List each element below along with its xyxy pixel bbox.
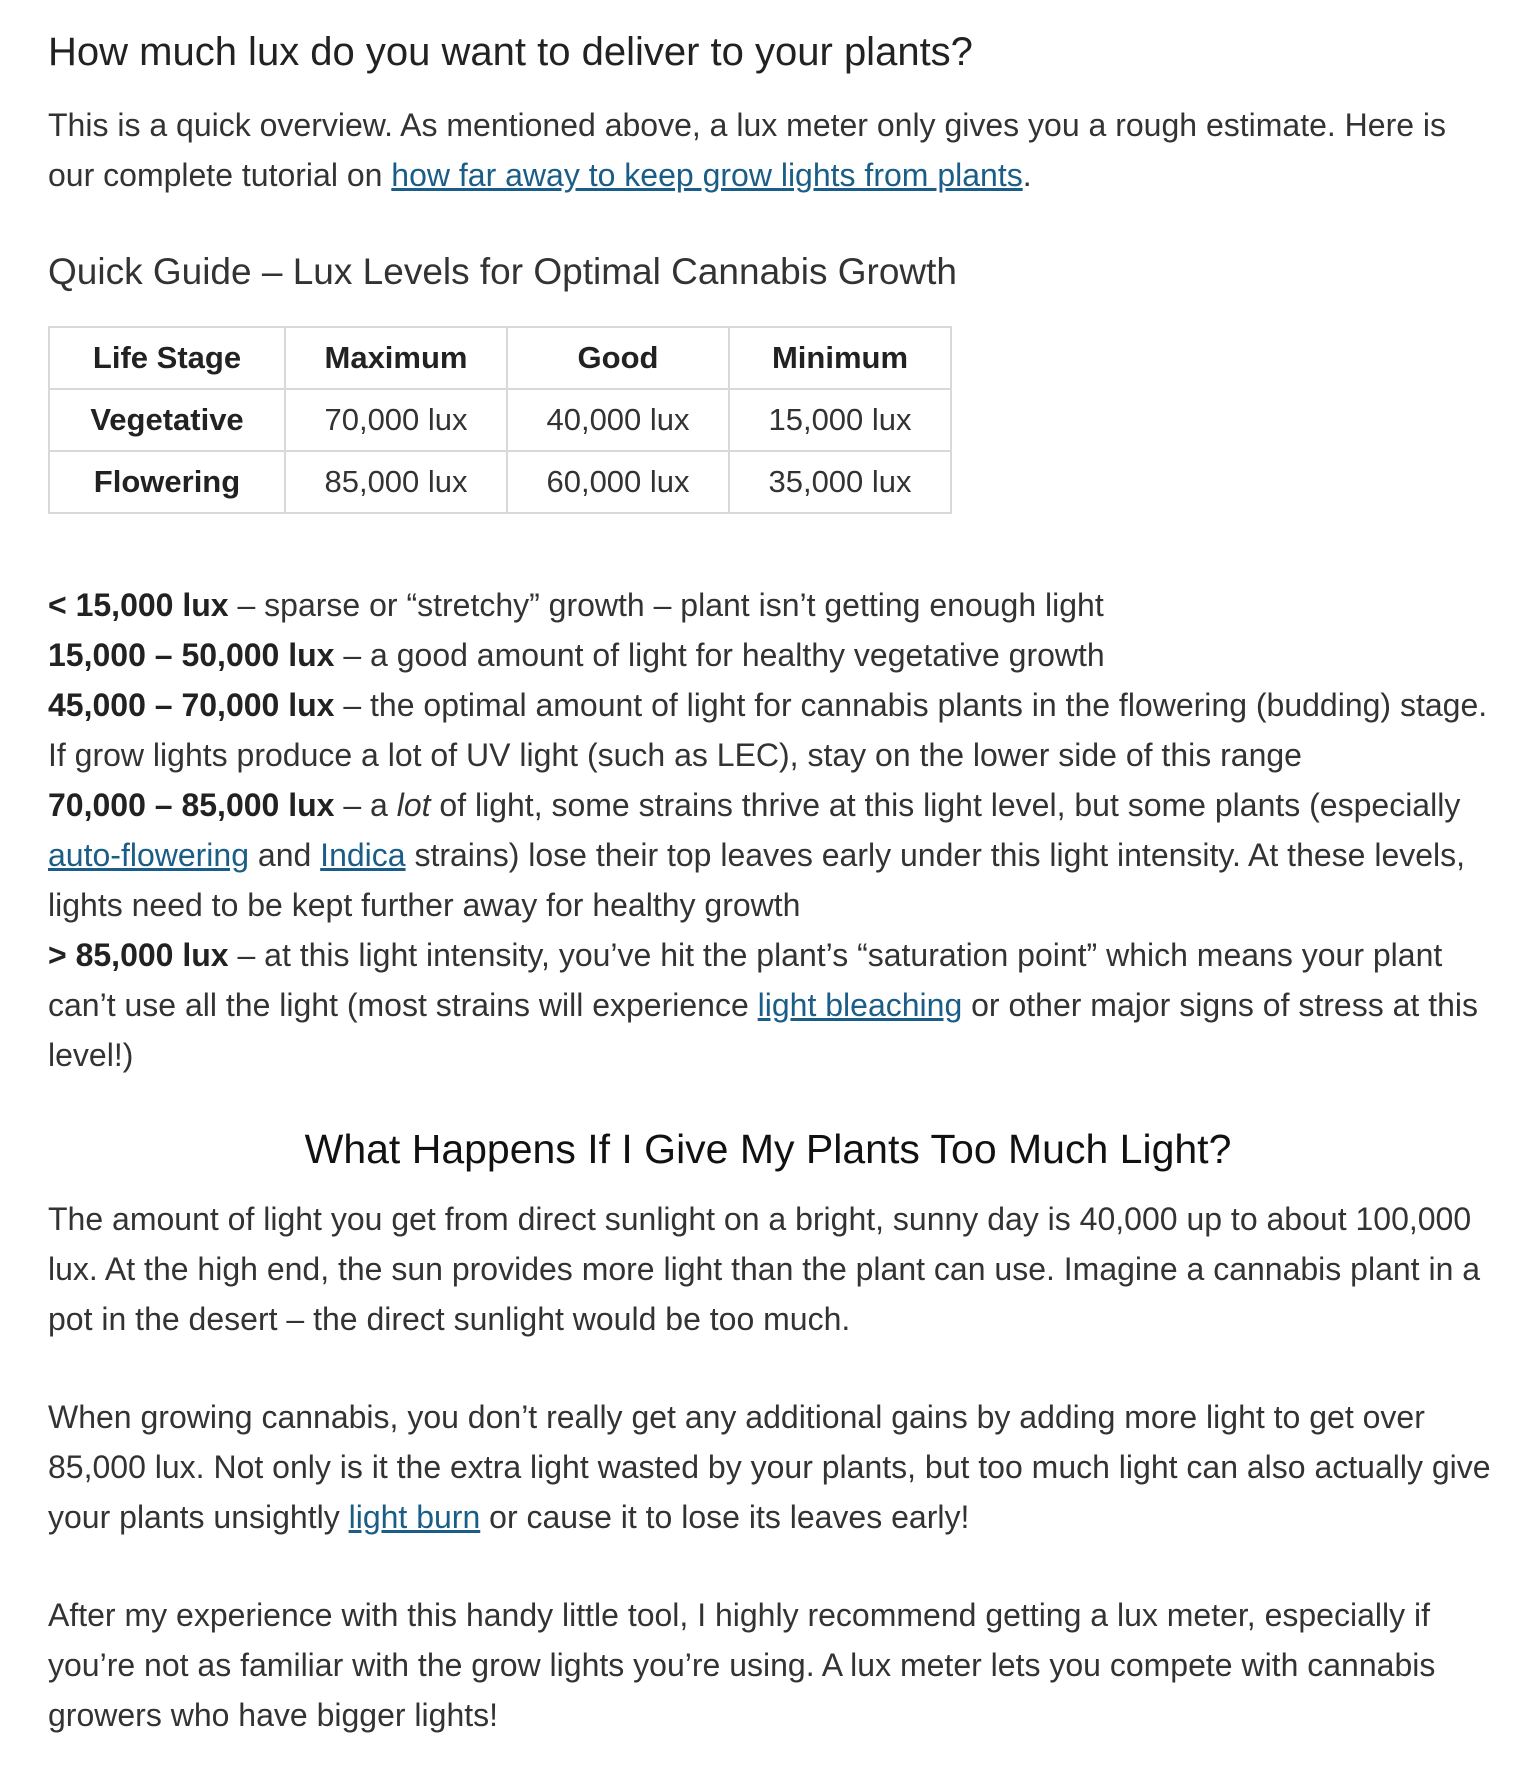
range-description: – sparse or “stretchy” growth – plant isn’t getting enough light (228, 587, 1104, 623)
table-cell: 15,000 lux (729, 389, 951, 451)
intro-text: This is a quick overview. As mentioned above, a lux meter only gives you a rough estimate. Here is our complete tutorial on (48, 107, 1447, 193)
range-item (48, 787, 1465, 923)
intro-paragraph (48, 100, 1488, 200)
sunlight-paragraph: The amount of light you get from direct sunlight on a bright, sunny day is 40,000 up to about 100,000 lux. At the high end, the sun provides more light than the plant can use. Imagine a cannabis plant in a pot in the desert – the direct sunlight would be too much. (48, 1201, 1481, 1337)
table-header-row (49, 327, 951, 389)
table-header-cell: Minimum (729, 327, 951, 389)
light-bleaching-link[interactable]: light bleaching (757, 987, 963, 1023)
table-row (49, 451, 951, 513)
range-description: – a good amount of light for healthy vegetative growth (334, 637, 1105, 673)
grow-lights-distance-link[interactable]: how far away to keep grow lights from plants (391, 157, 1023, 193)
gains-text: When growing cannabis, you don’t really get any additional gains by adding more light to get over 85,000 lux. Not only is it the extra light wasted by your plants, but too much light can also actually give your plants unsightly (48, 1399, 1491, 1535)
range-label: 70,000 – 85,000 lux (48, 787, 335, 823)
auto-flowering-link[interactable]: auto-flowering (48, 837, 249, 873)
gains-text-end: or cause it to lose its leaves early! (480, 1499, 970, 1535)
light-burn-link[interactable]: light burn (348, 1499, 481, 1535)
table-header-cell: Good (507, 327, 729, 389)
table-cell: 40,000 lux (507, 389, 729, 451)
range-label: > 85,000 lux (48, 937, 229, 973)
table-cell: 60,000 lux (507, 451, 729, 513)
gains-paragraph (48, 1392, 1498, 1542)
range-description: strains) lose their top leaves early under this light intensity. At these levels, lights need to be kept further away for healthy growth (48, 837, 1466, 923)
table-cell-stage: Flowering (49, 451, 285, 513)
range-description: – at this light intensity, you’ve hit the plant’s “saturation point” which means your plant can’t use all the light (most strains will experience (48, 937, 1443, 1023)
lux-levels-table (48, 326, 952, 514)
range-item (48, 687, 1487, 773)
lux-heading: How much lux do you want to deliver to your plants? (48, 30, 973, 74)
recommendation-paragraph: After my experience with this handy little tool, I highly recommend getting a lux meter, especially if you’re not as familiar with the grow lights you’re using. A lux meter lets you compete with cannabis growers who have bigger lights! (48, 1597, 1436, 1733)
range-emphasis: lot (396, 787, 431, 823)
range-item (48, 937, 1478, 1073)
range-item (48, 637, 1105, 673)
range-label: 15,000 – 50,000 lux (48, 637, 335, 673)
lux-ranges-list (48, 580, 1498, 1080)
range-label: < 15,000 lux (48, 587, 229, 623)
quick-guide-heading: Quick Guide – Lux Levels for Optimal Cannabis Growth (48, 251, 957, 292)
range-description: and (249, 837, 321, 873)
range-description: of light, some strains thrive at this light level, but some plants (especially (430, 787, 1461, 823)
table-cell: 70,000 lux (285, 389, 507, 451)
table-header-cell: Life Stage (49, 327, 285, 389)
range-label: 45,000 – 70,000 lux (48, 687, 335, 723)
intro-text-end: . (1022, 157, 1032, 193)
table-row (49, 389, 951, 451)
table-header-cell: Maximum (285, 327, 507, 389)
table-cell: 85,000 lux (285, 451, 507, 513)
range-description: – a (334, 787, 397, 823)
range-description: – the optimal amount of light for cannabis plants in the flowering (budding) stage. If grow lights produce a lot of UV light (such as LEC), stay on the lower side of this range (48, 687, 1488, 773)
indica-link[interactable]: Indica (320, 837, 406, 873)
table-cell: 35,000 lux (729, 451, 951, 513)
table-cell-stage: Vegetative (49, 389, 285, 451)
range-item (48, 587, 1104, 623)
too-much-light-heading: What Happens If I Give My Plants Too Much Light? (304, 1126, 1232, 1172)
range-description: or other major signs of stress at this level!) (48, 987, 1478, 1073)
